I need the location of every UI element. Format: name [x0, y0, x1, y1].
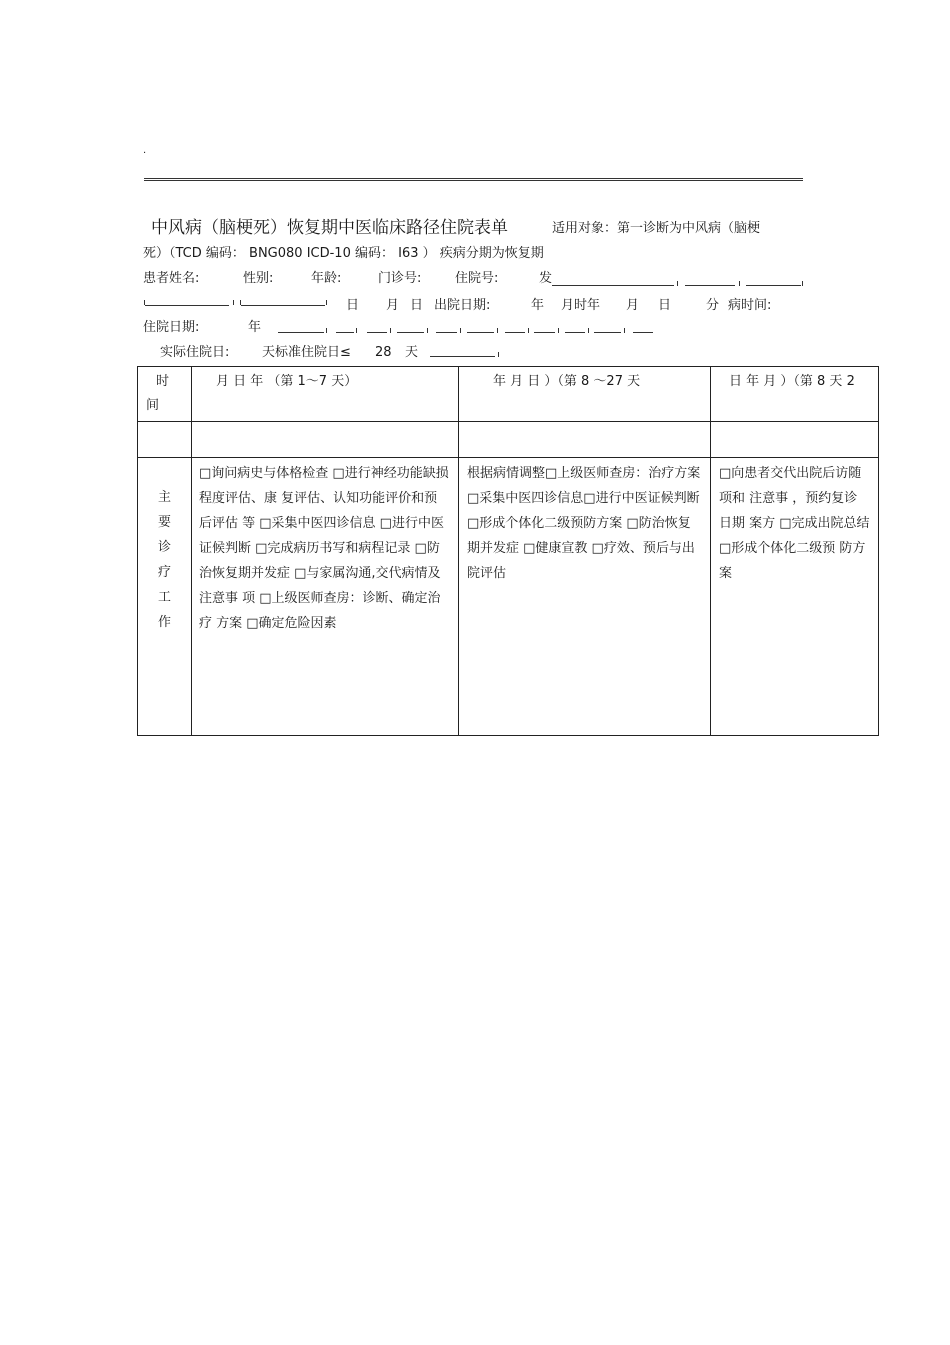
month-label: 月: [386, 298, 400, 313]
admission-blank: [505, 332, 525, 333]
applicable-line-2: 死）（TCD 编码： BNG080 ICD-10 编码： I63 ） 疾病分期为恢复期: [143, 246, 544, 261]
onset-time-label: 病时间:: [728, 298, 772, 313]
top-mark: .: [143, 145, 147, 156]
onset-blank: [746, 285, 801, 286]
blank-tick: [497, 328, 498, 333]
table-cell: [711, 422, 879, 458]
admission-blank: [336, 332, 354, 333]
row-label-char: 主: [157, 490, 171, 505]
month-label-2: 月: [626, 298, 640, 313]
top-rule: [144, 178, 803, 179]
blank-tick: [558, 328, 559, 333]
date-blank: [145, 305, 229, 306]
clinic-number-label: 门诊号:: [378, 271, 422, 286]
admission-blank: [594, 332, 621, 333]
row-label-char: 疗: [157, 565, 171, 580]
blank-tick: [677, 281, 678, 286]
blank-tick: [233, 300, 234, 305]
document-title: 中风病（脑梗死）恢复期中医临床路径住院表单: [151, 218, 508, 238]
applicable-line-1: 适用对象：第一诊断为中风病（脑梗: [552, 221, 761, 236]
table-cell: [459, 422, 711, 458]
admission-blank: [565, 332, 585, 333]
onset-label: 发: [539, 271, 553, 286]
blank-tick: [460, 328, 461, 333]
clinical-pathway-table: [137, 366, 879, 736]
blank-tick: [588, 328, 589, 333]
day-label-3: 日: [658, 298, 672, 313]
stage-1-header: 月 日 年 （第 1～7 天）: [192, 367, 459, 422]
blank-tick: [528, 328, 529, 333]
main-work-label-cell: [138, 458, 192, 736]
stage-2-header: 年 月 日 ）（第 8 ～27 天: [459, 367, 711, 422]
stage-3-header: 日 年 月 ）（第 8 天 2: [711, 367, 879, 422]
admission-blank: [436, 332, 457, 333]
admission-blank: [397, 332, 424, 333]
time-label-1: 时: [156, 374, 170, 389]
standard-stay-days: 28: [375, 345, 392, 360]
onset-blank: [685, 285, 735, 286]
blank-tick: [326, 328, 327, 333]
month-time-year-label: 月时年: [561, 298, 601, 313]
table-cell: [138, 422, 192, 458]
blank-tick: [739, 281, 740, 286]
stage-2-tasks: 根据病情调整□上级医师查房：治疗方案 □采集中医四诊信息□进行中医证候判断 □形成个体化二级预防方案 □防治恢复期并发症 □健康宣教 □疗效、预后与出院评估: [459, 458, 711, 736]
admission-year-label: 年: [248, 320, 262, 335]
actual-stay-label: 实际住院日:: [160, 345, 230, 360]
discharge-date-label: 出院日期:: [434, 298, 491, 313]
admission-blank: [278, 332, 324, 333]
admission-blank: [467, 332, 494, 333]
day-label-2: 日: [410, 298, 424, 313]
onset-blank: [552, 285, 674, 286]
table-blank-row: [138, 422, 879, 458]
stage-3-tasks: □向患者交代出院后访随项和 注意事 ，预约复诊日期 案方 □完成出院总结 □形成个体化二级预 防方案: [711, 458, 879, 736]
blank-tick: [427, 328, 428, 333]
blank-tick: [802, 281, 803, 286]
patient-name-label: 患者姓名:: [143, 271, 200, 286]
table-header-row: [138, 367, 879, 422]
admission-blank: [367, 332, 387, 333]
minute-label: 分: [706, 298, 720, 313]
row-label-char: 诊: [157, 540, 171, 555]
main-work-row: [138, 458, 879, 736]
top-rule-shadow: [144, 180, 803, 181]
date-blank: [241, 305, 325, 306]
time-label-cell: [138, 367, 192, 422]
standard-stay-label: 天标准住院日≤: [262, 345, 351, 360]
admission-date-label: 住院日期:: [143, 320, 200, 335]
gender-label: 性别:: [243, 271, 274, 286]
time-label-2: 间: [146, 398, 160, 413]
blank-tick: [624, 328, 625, 333]
days-unit-label: 天: [405, 345, 419, 360]
row-label-char: 工: [157, 590, 171, 605]
stage-1-tasks: □询问病史与体格检查 □进行神经功能缺损程度评估、康 复评估、认知功能评价和预后评估 等 □采集中医四诊信息 □进行中医证候判断 □完成病历书写和病程记录 □防治恢复期并发症 □与家属沟通,交代病情及注意事 项 □上级医师查房：诊断、确定治疗 方案 □确定危险因素: [192, 458, 459, 736]
admission-blank: [633, 332, 653, 333]
year-label: 年: [531, 298, 545, 313]
stay-blank: [430, 356, 495, 357]
blank-tick: [390, 328, 391, 333]
admission-blank: [534, 332, 555, 333]
blank-tick: [326, 300, 327, 305]
day-label: 日: [346, 298, 360, 313]
row-label-char: 作: [157, 615, 171, 630]
inpatient-number-label: 住院号:: [455, 271, 499, 286]
table-cell: [192, 422, 459, 458]
age-label: 年龄:: [311, 271, 342, 286]
row-label-char: 要: [157, 515, 171, 530]
blank-tick: [498, 352, 499, 357]
blank-tick: [356, 328, 357, 333]
